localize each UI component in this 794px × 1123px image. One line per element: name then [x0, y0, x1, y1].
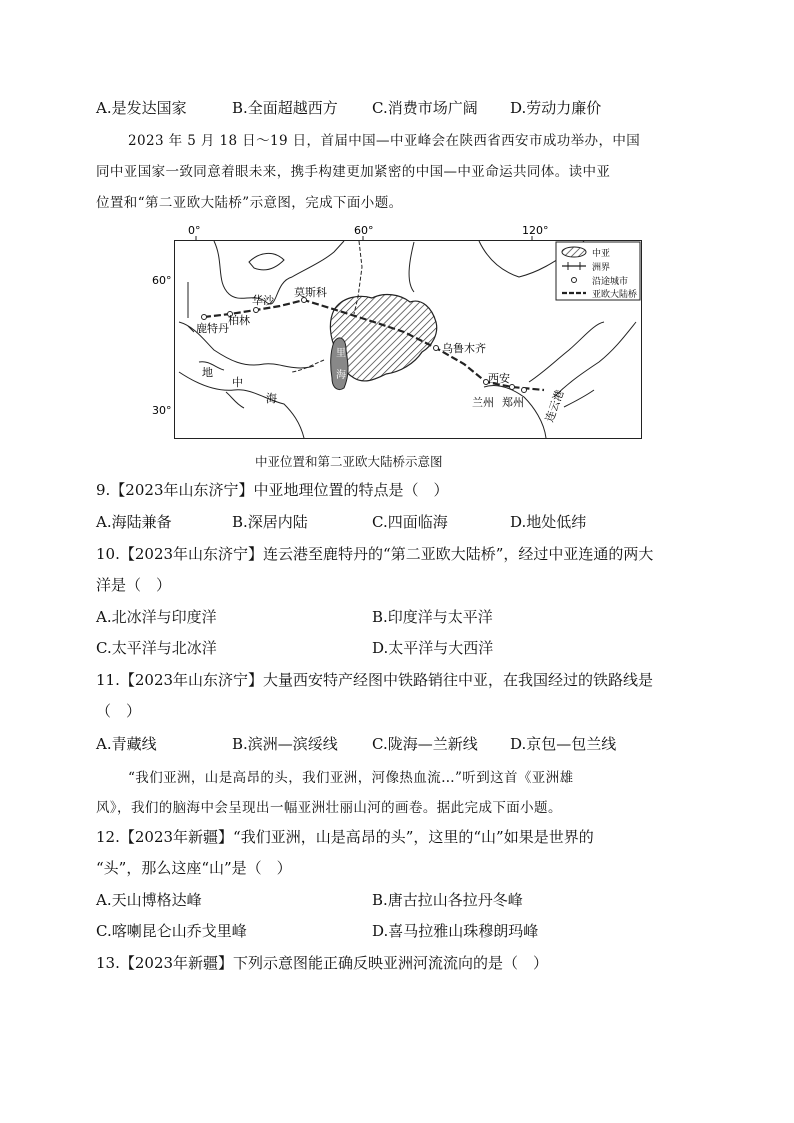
city-label-xian: 西安: [488, 372, 510, 385]
caspian-label-2: 海: [336, 370, 346, 381]
map-legend: [556, 242, 640, 300]
q11-option-a: A.青藏线: [96, 735, 157, 753]
q10-option-a: A.北冰洋与印度洋: [96, 608, 217, 626]
city-label-lanzhou: 兰州: [472, 396, 494, 409]
q11-option-c: C.陇海—兰新线: [372, 735, 478, 753]
q10-option-b: B.印度洋与太平洋: [372, 608, 493, 626]
q12-option-b: B.唐古拉山各拉丹冬峰: [372, 891, 523, 909]
city-label-moscow: 莫斯科: [294, 286, 327, 299]
caspian-sea: [331, 338, 348, 390]
city-label-rotterdam: 鹿特丹: [196, 322, 229, 335]
q12-stem-line-1: 12.【2023年新疆】“我们亚洲，山是高昂的头”，这里的“山”如果是世界的: [96, 828, 594, 846]
lat-label-30: 30°: [152, 404, 172, 417]
legend-city: 沿途城市: [592, 277, 629, 287]
city-label-warsaw: 华沙: [252, 294, 274, 307]
q11-stem-line-2: （ ）: [96, 702, 142, 720]
q12-option-c: C.喀喇昆仑山乔戈里峰: [96, 922, 247, 940]
passage2-line-1: “我们亚洲，山是高昂的头，我们亚洲，河像热血流…”听到这首《亚洲雄: [128, 770, 574, 786]
q10-option-d: D.太平洋与大西洋: [372, 639, 494, 657]
q8-option-c: C.消费市场广阔: [372, 99, 478, 117]
legend-land-bridge: 亚欧大陆桥: [592, 290, 638, 300]
city-xian-marker: [510, 385, 515, 390]
med-label-1: 地: [202, 366, 213, 379]
city-urumqi-marker: [434, 346, 439, 351]
q8-option-a: A.是发达国家: [96, 99, 187, 117]
city-label-zhengzhou: 郑州: [502, 396, 524, 409]
city-label-urumqi: 乌鲁木齐: [442, 342, 486, 355]
city-warsaw-marker: [254, 308, 259, 313]
city-rotterdam-marker: [202, 315, 207, 320]
q10-stem-line-1: 10.【2023年山东济宁】连云港至鹿特丹的“第二亚欧大陆桥”，经过中亚连通的两大: [96, 545, 654, 563]
q11-option-d: D.京包—包兰线: [510, 735, 617, 753]
q8-option-d: D.劳动力廉价: [510, 99, 602, 117]
city-label-berlin: 柏林: [228, 314, 250, 327]
q9-option-c: C.四面临海: [372, 513, 448, 531]
legend-boundary: 洲界: [592, 263, 611, 273]
q12-option-d: D.喜马拉雅山珠穆朗玛峰: [372, 922, 539, 940]
city-label-lianyungang: 连云港: [542, 388, 567, 424]
lon-label-60: 60°: [354, 224, 374, 237]
lat-label-60: 60°: [152, 274, 172, 287]
q11-option-b: B.滨洲—滨绥线: [232, 735, 338, 753]
med-label-3: 海: [266, 392, 277, 405]
q8-option-b: B.全面超越西方: [232, 99, 338, 117]
q10-option-c: C.太平洋与北冰洋: [96, 639, 217, 657]
central-asia-map: [152, 222, 642, 440]
med-label-2: 中: [232, 376, 243, 389]
q9-stem: 9.【2023年山东济宁】中亚地理位置的特点是（ ）: [96, 481, 449, 499]
q12-stem-line-2: “头”，那么这座“山”是（ ）: [96, 859, 292, 877]
passage2-line-2: 风》，我们的脑海中会呈现出一幅亚洲壮丽山河的画卷。据此完成下面小题。: [96, 800, 562, 816]
q10-stem-line-2: 洋是（ ）: [96, 576, 172, 594]
q11-stem-line-1: 11.【2023年山东济宁】大量西安特产经图中铁路销往中亚，在我国经过的铁路线是: [96, 671, 654, 689]
city-zhengzhou-marker: [522, 388, 527, 393]
q9-option-d: D.地处低纬: [510, 513, 587, 531]
legend-central-asia: 中亚: [592, 249, 611, 259]
passage1-line-3: 位置和“第二亚欧大陆桥”示意图，完成下面小题。: [96, 195, 403, 211]
map-caption: 中亚位置和第二亚欧大陆桥示意图: [255, 454, 443, 469]
passage1-line-2: 同中亚国家一致同意着眼未来，携手构建更加紧密的中国—中亚命运共同体。读中亚: [96, 164, 611, 180]
q9-option-b: B.深居内陆: [232, 513, 308, 531]
caspian-label-1: 里: [336, 348, 346, 359]
q9-option-a: A.海陆兼备: [96, 513, 172, 531]
lon-label-120: 120°: [522, 224, 549, 237]
q13-stem: 13.【2023年新疆】下列示意图能正确反映亚洲河流流向的是（ ）: [96, 954, 549, 972]
map-svg: [152, 222, 642, 440]
lon-label-0: 0°: [188, 224, 201, 237]
q12-option-a: A.天山博格达峰: [96, 891, 202, 909]
passage1-line-1: 2023 年 5 月 18 日～19 日，首届中国—中亚峰会在陕西省西安市成功举办，中国: [128, 133, 641, 149]
